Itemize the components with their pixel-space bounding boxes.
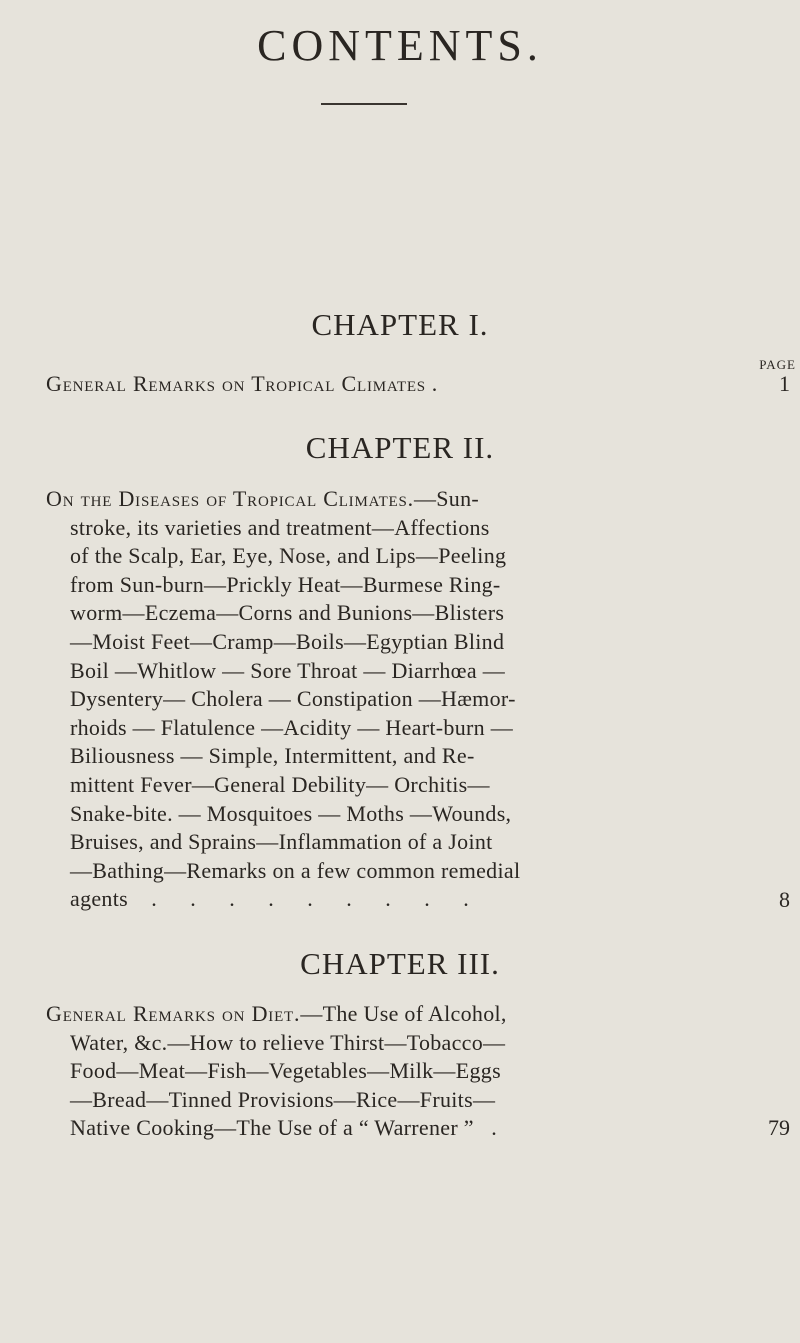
chapter-1-leaders: . <box>431 371 438 396</box>
chapter-2-line: —Bathing—Remarks on a few common remedial <box>70 857 521 883</box>
chapter-2-last-words: agents <box>70 886 129 912</box>
chapter-3-leaders: . <box>491 1115 498 1141</box>
chapter-2-entry <box>46 485 746 914</box>
page-title: CONTENTS. <box>257 21 543 70</box>
chapter-1-page-number: 1 <box>779 371 790 396</box>
chapter-2-line: rhoids — Flatulence —Acidity — Heart-burn — <box>70 714 514 740</box>
chapter-1-entry <box>46 370 746 399</box>
chapter-3-line-last <box>46 1114 746 1143</box>
chapter-2-lead: On the Diseases of Tropical Climates. <box>46 486 414 511</box>
chapter-2-line: Dysentery— Cholera — Constipation —Hæmor- <box>70 686 516 712</box>
chapter-2-line-last <box>46 885 746 914</box>
chapter-2-first-rest: —Sun- <box>413 486 480 511</box>
chapter-2-line: stroke, its varieties and treatment—Affections <box>70 514 490 540</box>
chapter-3-first-rest: —The Use of Alcohol, <box>300 1001 507 1026</box>
chapter-2-line: —Moist Feet—Cramp—Boils—Egyptian Blind <box>70 628 505 654</box>
chapter-1-line <box>46 370 746 399</box>
title-rule <box>321 103 407 105</box>
chapter-3-line: —Bread—Tinned Provisions—Rice—Fruits— <box>70 1086 496 1112</box>
chapter-2-line: Bruises, and Sprains—Inflammation of a Joint <box>70 829 493 855</box>
chapter-2-line: mittent Fever—General Debility— Orchitis— <box>70 771 490 797</box>
chapter-2-line: of the Scalp, Ear, Eye, Nose, and Lips—Peeling <box>70 543 507 569</box>
chapter-3-line: Water, &c.—How to relieve Thirst—Tobacco— <box>70 1029 506 1055</box>
chapter-3-line: Food—Meat—Fish—Vegetables—Milk—Eggs <box>70 1058 501 1084</box>
chapter-3-line-first <box>46 1000 746 1029</box>
chapter-3-page-number: 79 <box>768 1115 790 1140</box>
chapter-2-page-number: 8 <box>779 887 790 912</box>
chapter-2-leaders: . . . . . . . . . <box>151 886 483 912</box>
chapter-3-last-words: Native Cooking—The Use of a “ Warrener ” <box>70 1115 474 1141</box>
chapter-2-line: worm—Eczema—Corns and Bunions—Blisters <box>70 600 505 626</box>
chapter-heading-3: CHAPTER III. <box>300 946 500 981</box>
chapter-3-entry <box>46 1000 746 1143</box>
chapter-3-lead: General Remarks on Diet. <box>46 1001 301 1026</box>
chapter-2-line: from Sun-burn—Prickly Heat—Burmese Ring- <box>70 571 501 597</box>
chapter-heading-2: CHAPTER II. <box>305 430 495 465</box>
chapter-2-line: Boil —Whitlow — Sore Throat — Diarrhœa — <box>70 657 506 683</box>
page-column-label: PAGE <box>759 357 796 372</box>
chapter-2-line-first <box>46 485 746 514</box>
chapter-heading-1: CHAPTER I. <box>311 307 489 342</box>
chapter-1-lead: General Remarks on Tropical Climates <box>46 371 426 396</box>
chapter-2-line: Biliousness — Simple, Intermittent, and Re- <box>70 743 475 769</box>
chapter-2-line: Snake-bite. — Mosquitoes — Moths —Wounds, <box>70 800 512 826</box>
